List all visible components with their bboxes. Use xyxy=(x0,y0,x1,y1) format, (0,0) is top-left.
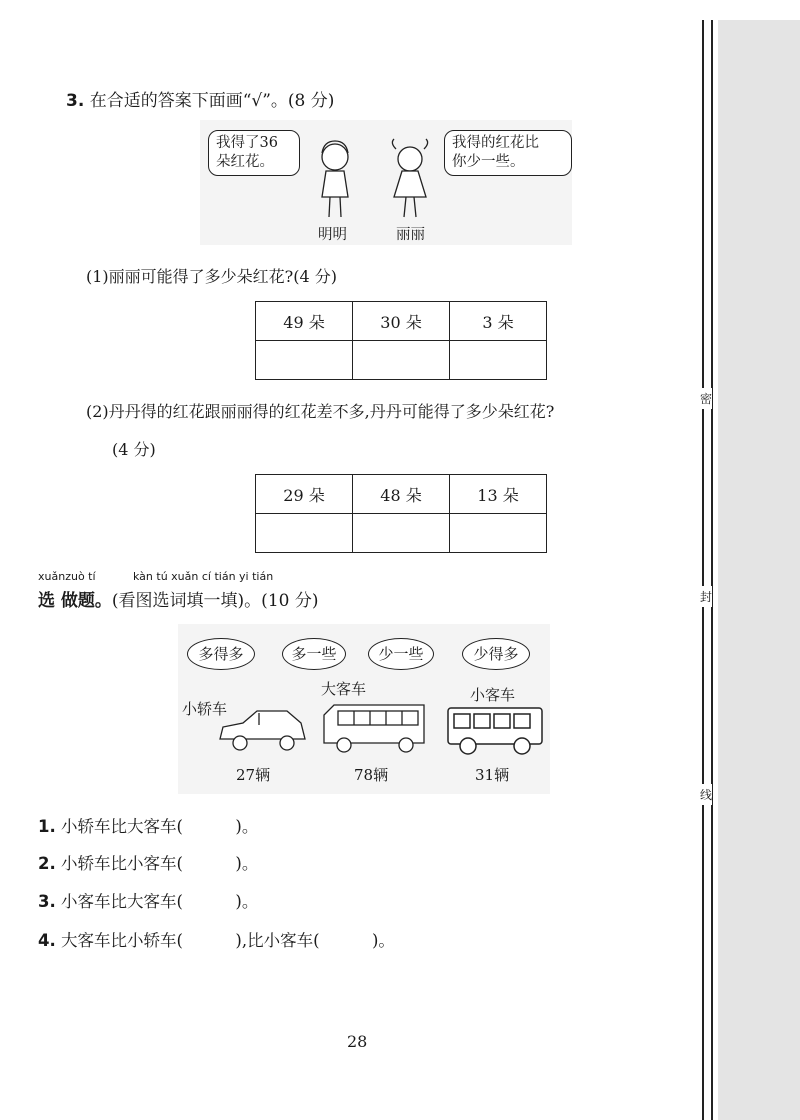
children-drawing xyxy=(300,135,450,225)
bubble-right-line1: 我得的红花比 xyxy=(452,135,539,151)
answer-table-1 xyxy=(255,301,547,380)
fill-item-2 xyxy=(38,850,258,874)
section4-title-rest: (看图选词填一填)。(10 分) xyxy=(111,591,319,611)
count-big-bus: 78辆 xyxy=(354,766,389,784)
section4-title-main: 选 做题。 xyxy=(38,591,112,611)
fill-item-1-number: 1. xyxy=(38,817,56,836)
speech-bubble-lili xyxy=(444,130,572,176)
girl-figure-icon xyxy=(392,139,427,217)
car-icon xyxy=(215,705,310,755)
question-2-score: (4 分) xyxy=(112,440,156,459)
answer-table-2 xyxy=(255,474,547,553)
table1-option-3: 3 朵 xyxy=(450,302,547,341)
section3-number: 3. xyxy=(66,91,85,111)
table1-answer-cell-1[interactable] xyxy=(256,341,353,380)
fill-item-4 xyxy=(38,927,395,951)
name-lili: 丽丽 xyxy=(396,227,425,243)
section4-title xyxy=(38,586,319,611)
section3-title xyxy=(66,86,334,111)
fill-item-4-text[interactable]: 大客车比小轿车( ),比小客车( )。 xyxy=(61,931,395,950)
table1-answer-cell-3[interactable] xyxy=(450,341,547,380)
margin-line-outer xyxy=(702,20,704,1120)
minibus-icon xyxy=(444,702,546,758)
table2-option-3: 13 朵 xyxy=(450,475,547,514)
fill-item-1 xyxy=(38,813,258,837)
big-bus-icon xyxy=(320,697,430,755)
table2-option-2: 48 朵 xyxy=(353,475,450,514)
label-car: 小轿车 xyxy=(182,700,228,718)
fill-item-2-number: 2. xyxy=(38,854,56,873)
question-1: (1)丽丽可能得了多少朵红花?(4 分) xyxy=(86,267,337,286)
bubble-left-line2: 朵红花。 xyxy=(216,154,274,170)
section3-title-text: 在合适的答案下面画“√”。(8 分) xyxy=(89,91,335,111)
label-big-bus: 大客车 xyxy=(321,680,367,698)
pinyin-xuanzuoti: xuǎnzuò tí xyxy=(38,570,96,583)
question-2: (2)丹丹得的红花跟丽丽得的红花差不多,丹丹可能得了多少朵红花? xyxy=(86,402,555,421)
table2-answer-cell-3[interactable] xyxy=(450,514,547,553)
count-car: 27辆 xyxy=(236,766,271,784)
table2-answer-cell-1[interactable] xyxy=(256,514,353,553)
margin-line-inner xyxy=(711,20,713,1120)
bubble-left-line1: 我得了36 xyxy=(216,135,278,151)
option-shaodeduo: 少得多 xyxy=(462,638,530,670)
option-shaoyixie: 少一些 xyxy=(368,638,434,670)
table1-option-1: 49 朵 xyxy=(256,302,353,341)
margin-char-mi: 密 xyxy=(700,388,712,409)
name-mingming: 明明 xyxy=(318,227,347,243)
bubble-right-line2: 你少一些。 xyxy=(452,154,525,170)
table1-option-2: 30 朵 xyxy=(353,302,450,341)
count-minibus: 31辆 xyxy=(475,766,510,784)
option-duodeduo: 多得多 xyxy=(187,638,255,670)
speech-bubble-mingming xyxy=(208,130,300,176)
label-minibus: 小客车 xyxy=(470,686,516,704)
table2-option-1: 29 朵 xyxy=(256,475,353,514)
table1-answer-cell-2[interactable] xyxy=(353,341,450,380)
table2-answer-cell-2[interactable] xyxy=(353,514,450,553)
fill-item-1-text[interactable]: 小轿车比大客车( )。 xyxy=(61,817,259,836)
binding-margin xyxy=(718,20,800,1120)
fill-item-3 xyxy=(38,888,258,912)
fill-item-3-text[interactable]: 小客车比大客车( )。 xyxy=(61,892,259,911)
boy-figure-icon xyxy=(322,141,348,217)
margin-char-xian: 线 xyxy=(700,784,712,805)
fill-item-4-number: 4. xyxy=(38,931,56,950)
fill-item-3-number: 3. xyxy=(38,892,56,911)
option-duoyixie: 多一些 xyxy=(282,638,346,670)
page-number: 28 xyxy=(347,1032,368,1051)
fill-item-2-text[interactable]: 小轿车比小客车( )。 xyxy=(61,854,259,873)
margin-char-feng: 封 xyxy=(700,586,712,607)
pinyin-kantuxuanci: kàn tú xuǎn cí tián yi tián xyxy=(133,570,274,583)
